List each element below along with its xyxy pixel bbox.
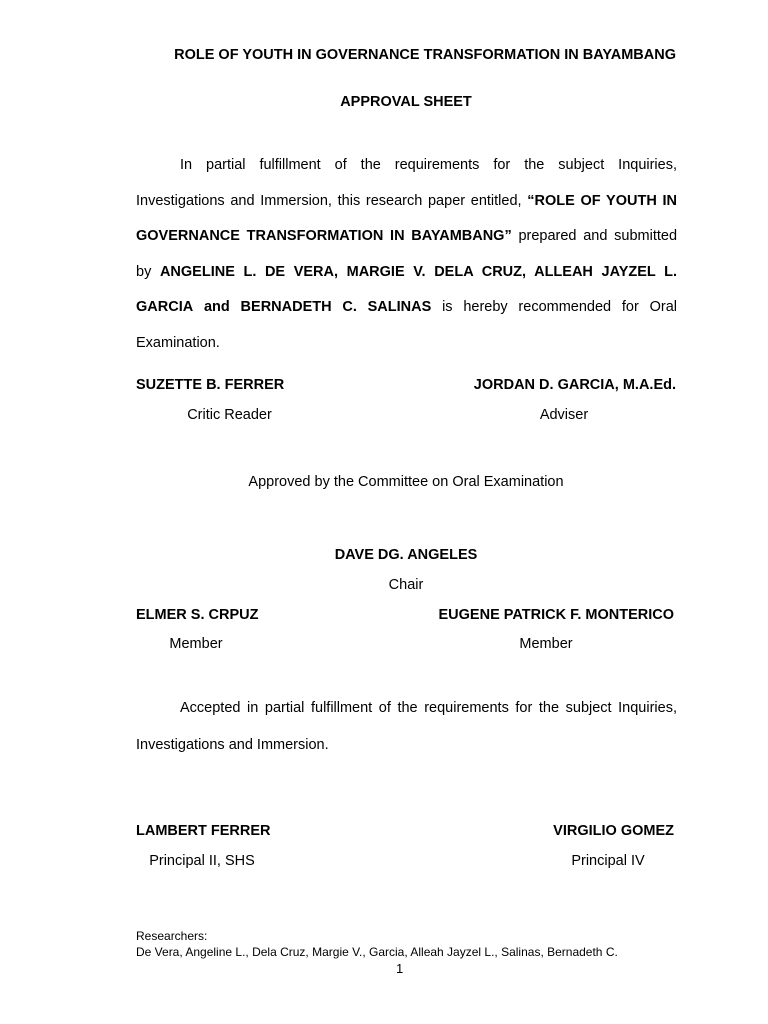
chair-role: Chair bbox=[388, 577, 424, 593]
page-number: 1 bbox=[396, 961, 404, 976]
critic-reader-role: Critic Reader bbox=[187, 407, 272, 423]
adviser-name: JORDAN D. GARCIA, M.A.Ed. bbox=[473, 377, 676, 393]
authors-list: ANGELINE L. DE VERA, MARGIE V. DELA CRUZ, ALLEAH JAYZEL L. GARCIA bbox=[136, 263, 677, 316]
acceptance-paragraph bbox=[136, 690, 677, 763]
researchers-label: Researchers: bbox=[136, 929, 208, 943]
principal-shs-name: LAMBERT FERRER bbox=[136, 823, 271, 839]
prepared-by-text: prepared and submitted by bbox=[136, 228, 678, 280]
recommendation-paragraph bbox=[136, 148, 677, 362]
and-word: and bbox=[203, 299, 230, 316]
adviser-role: Adviser bbox=[539, 407, 589, 423]
approval-sheet-heading: APPROVAL SHEET bbox=[340, 94, 472, 110]
acceptance-text: Accepted in partial fulfillment of the requirements for the subject Inquiries, Investigations and Immersion. bbox=[136, 700, 677, 753]
principal-iv-name: VIRGILIO GOMEZ bbox=[553, 823, 674, 839]
principal-iv-role: Principal IV bbox=[571, 853, 645, 869]
member-left-name: ELMER S. CRPUZ bbox=[136, 607, 259, 623]
critic-reader-name: SUZETTE B. FERRER bbox=[136, 377, 285, 393]
member-left-role: Member bbox=[169, 636, 223, 652]
member-right-name: EUGENE PATRICK F. MONTERICO bbox=[438, 607, 674, 623]
member-right-role: Member bbox=[519, 636, 573, 652]
paper-title-quoted: “ROLE OF YOUTH IN GOVERNANCE TRANSFORMATION IN BAYAMBANG” bbox=[136, 192, 677, 245]
researchers-names: De Vera, Angeline L., Dela Cruz, Margie V., Garcia, Alleah Jayzel L., Salinas, Bernadeth C. bbox=[136, 945, 618, 959]
principal-shs-role: Principal II, SHS bbox=[149, 853, 255, 869]
document-title: ROLE OF YOUTH IN GOVERNANCE TRANSFORMATION IN BAYAMBANG bbox=[174, 47, 676, 63]
recommendation-intro: In partial fulfillment of the requirements for the subject Inquiries, Investigations and Immersion, this research paper entitled, bbox=[136, 157, 677, 209]
committee-line: Approved by the Committee on Oral Examination bbox=[248, 474, 564, 490]
chair-name: DAVE DG. ANGELES bbox=[334, 547, 478, 563]
last-author: BERNADETH C. SALINAS bbox=[240, 299, 432, 316]
recommendation-closing: is hereby recommended for Oral Examination. bbox=[136, 299, 677, 351]
